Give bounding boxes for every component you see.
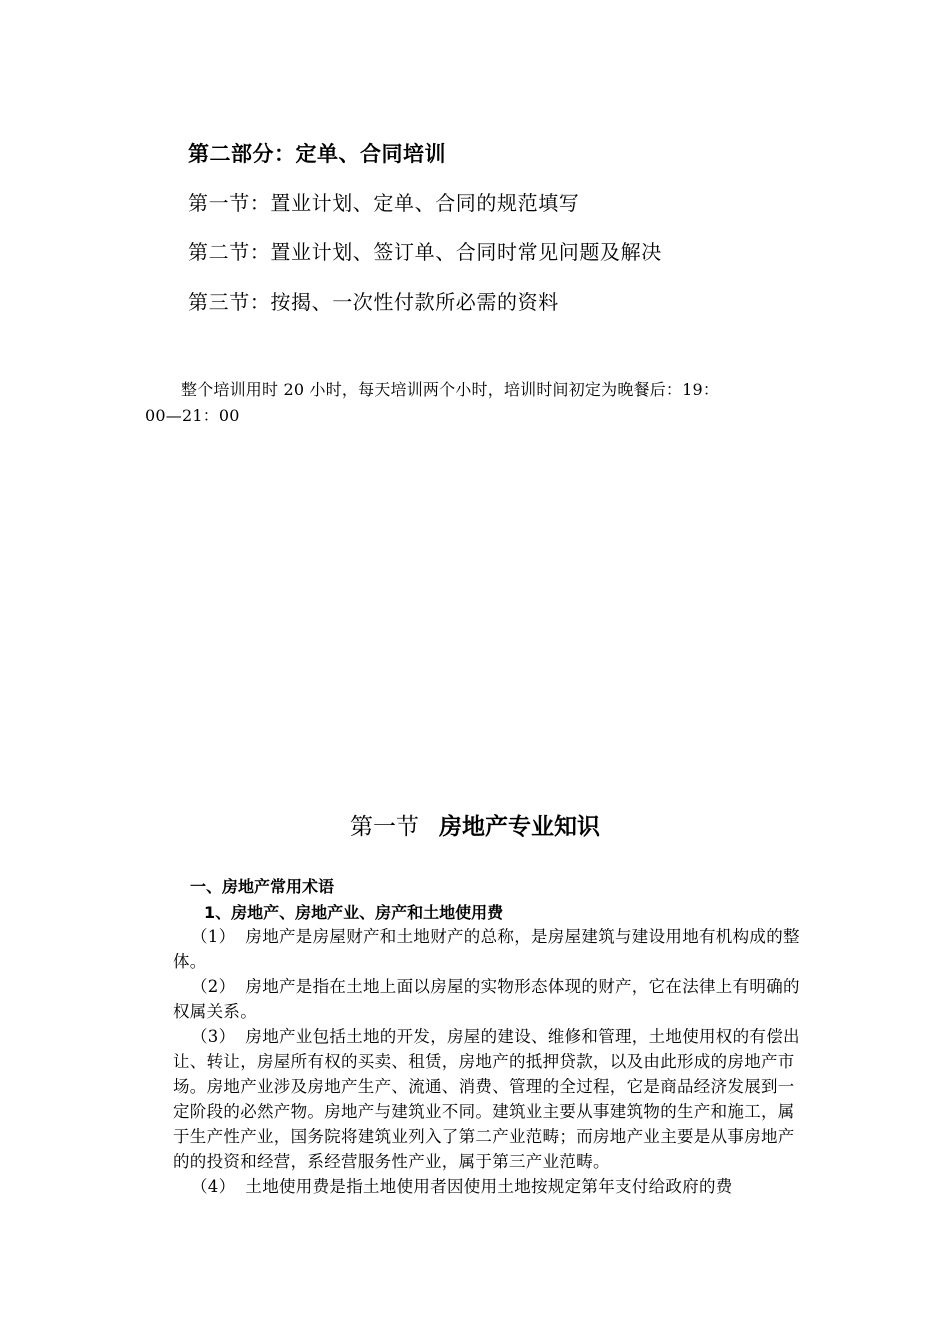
- chapter-title: [0, 808, 950, 841]
- paragraph-number: （4）: [191, 1177, 236, 1196]
- paragraph: [173, 924, 807, 974]
- paragraph-text: 房地产业包括土地的开发，房屋的建设、维修和管理，土地使用权的有偿出让、转让，房屋所有权的买卖、租赁，房地产的抵押贷款，以及由此形成的房地产市场。房地产业涉及房地产生产、流通、消费、管理的全过程，它是商品经济发展到一定阶段的必然产物。房地产与建筑业不同。建筑业主要从事建筑物的生产和施工，属于生产性产业，国务院将建筑业列入了第二产业范畴；而房地产业主要是从事房地产的的投资和经营，系经营服务性产业，属于第三产业范畴。: [173, 1027, 800, 1171]
- paragraph-text: 房地产是房屋财产和土地财产的总称，是房屋建筑与建设用地有机构成的整体。: [173, 927, 800, 971]
- heading-level1: 一、房地产常用术语: [190, 877, 335, 896]
- paragraph-text: 房地产是指在土地上面以房屋的实物形态体现的财产，它在法律上有明确的权属关系。: [173, 977, 800, 1021]
- chapter-label: 第一节: [350, 814, 419, 840]
- paragraph-text: 土地使用费是指土地使用者因使用土地按规定第年支付给政府的费: [245, 1177, 733, 1196]
- paragraph-number: （1）: [191, 927, 236, 946]
- paragraph: [173, 974, 807, 1024]
- section-item: 第三节：按揭、一次性付款所必需的资料: [188, 290, 559, 314]
- paragraph: [173, 1174, 807, 1199]
- heading-level2: 1、房地产、房地产业、房产和土地使用费: [204, 903, 504, 922]
- body-paragraphs: [173, 924, 807, 1199]
- paragraph-number: （2）: [191, 977, 236, 996]
- section-item: 第二节：置业计划、签订单、合同时常见问题及解决: [188, 240, 662, 264]
- training-note-line2: 00—21：00: [145, 406, 240, 425]
- section-item: 第一节：置业计划、定单、合同的规范填写: [188, 191, 580, 215]
- part-title: 第二部分：定单、合同培训: [188, 142, 446, 166]
- chapter-name: 房地产专业知识: [439, 814, 600, 840]
- training-note-line1: 整个培训用时 20 小时，每天培训两个小时，培训时间初定为晚餐后：19：: [181, 380, 720, 399]
- paragraph-number: （3）: [191, 1027, 236, 1046]
- paragraph: [173, 1024, 807, 1174]
